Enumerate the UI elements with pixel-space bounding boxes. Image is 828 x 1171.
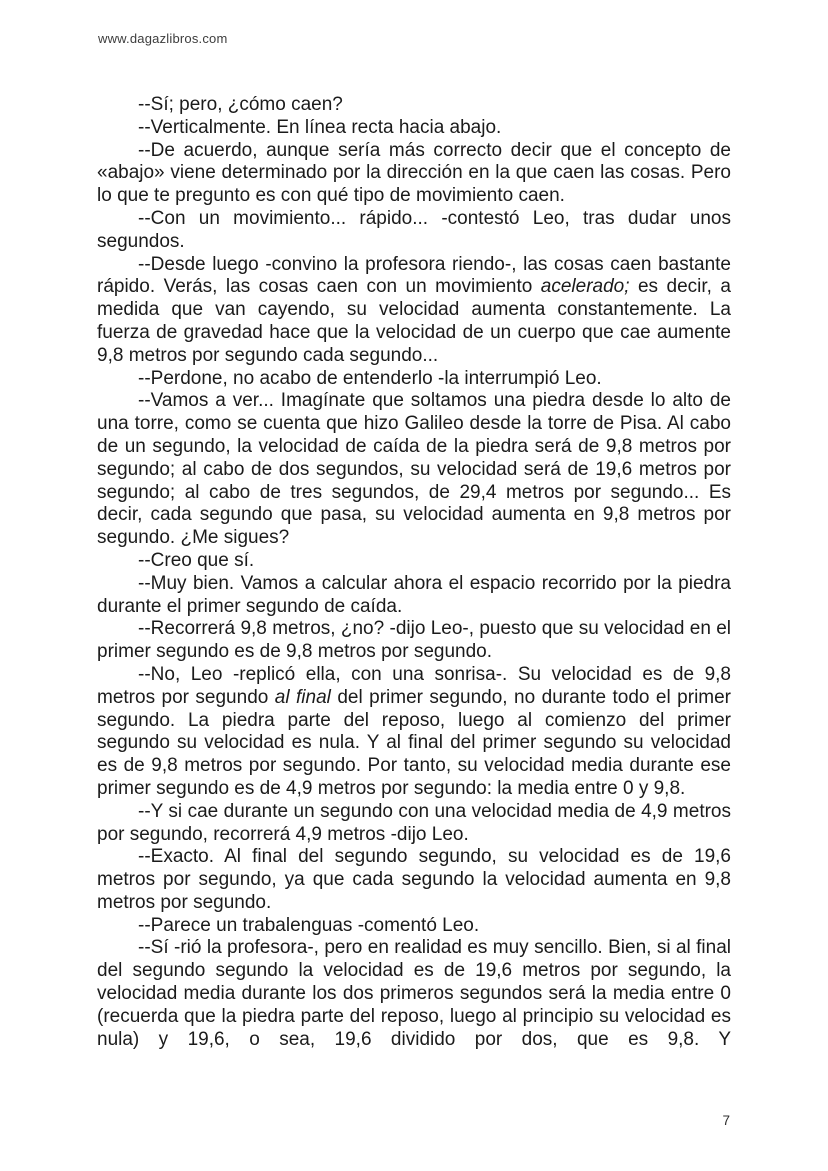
text-run: --Exacto. Al final del segundo segundo, su velocidad es de 19,6 metros por segundo, ya que cada segundo la velocidad aumenta en 9,8 metros por segundo. bbox=[97, 846, 731, 913]
dialogue-paragraph bbox=[97, 368, 731, 391]
dialogue-paragraph bbox=[97, 618, 731, 664]
dialogue-paragraph bbox=[97, 390, 731, 550]
text-run: --Sí; pero, ¿cómo caen? bbox=[138, 94, 343, 115]
text-run: --Creo que sí. bbox=[138, 549, 255, 571]
dialogue-paragraph bbox=[97, 254, 731, 368]
text-run: del primer segundo, no durante todo el primer segundo. La piedra parte del reposo, luego al comienzo del primer segundo su velocidad es nula. Y al final del primer segundo su velocidad es de 9,8 metros por segundo. Por tanto, su velocidad media durante ese primer segundo es de 4,9 metros por segundo: la media entre 0 y 9,8. bbox=[97, 686, 732, 799]
text-run: --Verticalmente. En línea recta hacia abajo. bbox=[138, 116, 502, 138]
dialogue-paragraph bbox=[97, 573, 731, 619]
dialogue-paragraph bbox=[97, 846, 731, 914]
italic-text-run: acelerado; bbox=[540, 276, 630, 298]
dialogue-paragraph bbox=[97, 915, 731, 938]
document-body bbox=[97, 94, 731, 1051]
text-run: --Con un movimiento... rápido... -contestó Leo, tras dudar unos segundos. bbox=[97, 207, 731, 252]
dialogue-paragraph bbox=[97, 550, 731, 573]
page-number: 7 bbox=[722, 1113, 730, 1128]
text-run: --Y si cae durante un segundo con una velocidad media de 4,9 metros por segundo, recorrerá 4,9 metros -dijo Leo. bbox=[97, 800, 731, 845]
dialogue-paragraph bbox=[97, 117, 731, 140]
text-run: --Perdone, no acabo de entenderlo -la interrumpió Leo. bbox=[138, 367, 602, 389]
italic-text-run: al final bbox=[274, 686, 331, 708]
text-run: --Vamos a ver... Imagínate que soltamos una piedra desde lo alto de una torre, como se cuenta que hizo Galileo desde la torre de Pisa. Al cabo de un segundo, la velocidad de caída de la piedra será de 9,8 metros por segundo; al cabo de dos segundos, su velocidad será de 19,6 metros por segundo; al cabo de tres segundos, de 29,4 metros por segundo... Es decir, cada segundo que pasa, su velocidad aumenta en 9,8 metros por segundo. ¿Me sigues? bbox=[97, 390, 731, 549]
text-run: es decir, a medida que van cayendo, su velocidad aumenta constantemente. La fuerza de gravedad hace que la velocidad de un cuerpo que cae aumente 9,8 metros por segundo cada segundo... bbox=[97, 276, 731, 366]
dialogue-paragraph bbox=[97, 208, 731, 254]
dialogue-paragraph bbox=[97, 140, 731, 208]
text-run: --Recorrerá 9,8 metros, ¿no? -dijo Leo-, puesto que su velocidad en el primer segundo es de 9,8 metros por segundo. bbox=[97, 618, 731, 663]
text-run: --De acuerdo, aunque sería más correcto decir que el concepto de «abajo» viene determinado por la dirección en la que caen las cosas. Pero lo que te pregunto es con qué tipo de movimiento caen. bbox=[97, 139, 731, 207]
dialogue-paragraph bbox=[97, 94, 731, 117]
dialogue-paragraph bbox=[97, 937, 731, 1051]
text-run: --Sí -rió la profesora-, pero en realidad es muy sencillo. Bien, si al final del segundo segundo la velocidad es de 19,6 metros por segundo, la velocidad media durante los dos primeros segundos será la media entre 0 (recuerda que la piedra parte del reposo, luego al principio su velocidad es nula) y 19,6, o sea, 19,6 dividido por dos, que es 9,8. Y bbox=[97, 937, 731, 1050]
header-website-url: www.dagazlibros.com bbox=[98, 31, 228, 46]
text-run: --Desde luego -convino la profesora riendo-, las cosas caen bastante rápido. Verás, las cosas caen con un movimiento bbox=[97, 253, 731, 298]
dialogue-paragraph bbox=[97, 801, 731, 847]
text-run: --Parece un trabalenguas -comentó Leo. bbox=[138, 914, 480, 936]
text-run: --No, Leo -replicó ella, con una sonrisa-. Su velocidad es de 9,8 metros por segundo bbox=[97, 663, 731, 708]
dialogue-paragraph bbox=[97, 664, 731, 801]
text-run: --Muy bien. Vamos a calcular ahora el espacio recorrido por la piedra durante el primer segundo de caída. bbox=[97, 572, 731, 617]
